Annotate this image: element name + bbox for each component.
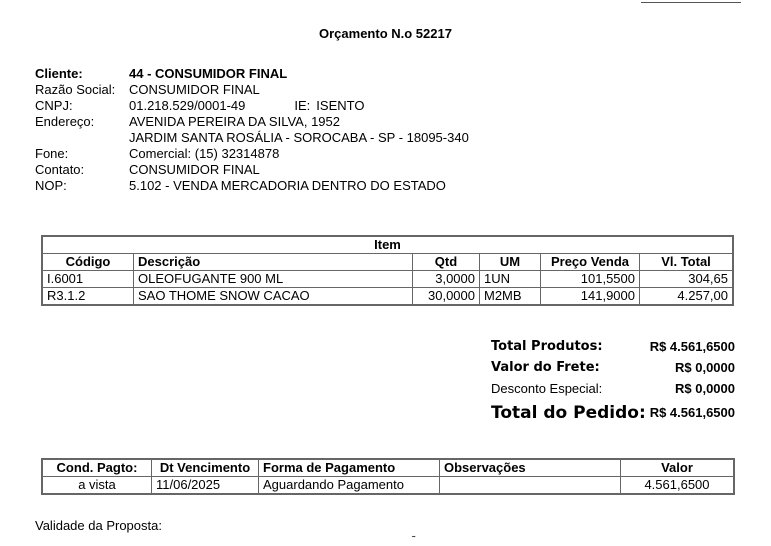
desconto-row <box>491 378 735 399</box>
cell-cond-pagto: a vista <box>42 477 152 495</box>
col-um: UM <box>480 254 541 271</box>
contato-value: CONSUMIDOR FINAL <box>129 162 260 177</box>
nop-value: 5.102 - VENDA MERCADORIA DENTRO DO ESTADO <box>129 178 446 193</box>
cell-codigo: I.6001 <box>42 271 134 288</box>
cell-vl-total: 304,65 <box>640 271 734 288</box>
cnpj-row <box>35 98 469 114</box>
razao-social-label: Razão Social: <box>35 82 116 97</box>
total-pedido-label: Total do Pedido: <box>491 403 646 423</box>
col-qtd: Qtd <box>413 254 480 271</box>
cell-valor: 4.561,6500 <box>621 477 735 495</box>
endereco-label: Endereço: <box>35 114 95 129</box>
col-vl-total: Vl. Total <box>640 254 734 271</box>
total-pedido-row <box>491 400 735 426</box>
cell-descricao: SAO THOME SNOW CACAO <box>134 288 413 306</box>
client-value: 44 - CONSUMIDOR FINAL <box>129 66 288 81</box>
col-preco-venda: Preço Venda <box>541 254 640 271</box>
items-caption: Item <box>42 236 733 254</box>
cell-codigo: R3.1.2 <box>42 288 134 306</box>
cell-forma-pagamento: Aguardando Pagamento <box>259 477 440 495</box>
desconto-label: Desconto Especial: <box>491 381 603 396</box>
cell-dt-vencimento: 11/06/2025 <box>152 477 259 495</box>
razao-social-value: CONSUMIDOR FINAL <box>129 82 260 97</box>
razao-social-row <box>35 82 469 98</box>
cell-preco-venda: 141,9000 <box>541 288 640 306</box>
frete-row <box>491 357 735 378</box>
contato-row <box>35 162 469 178</box>
validade-label: Validade da Proposta: <box>35 518 162 533</box>
table-row <box>42 288 733 306</box>
cell-observacoes <box>440 477 621 495</box>
fone-row <box>35 146 469 162</box>
client-row <box>35 66 469 82</box>
frete-label: Valor do Frete: <box>491 360 600 375</box>
ie-value: ISENTO <box>316 98 365 113</box>
col-codigo: Código <box>42 254 134 271</box>
endereco-label-2 <box>35 130 129 146</box>
total-pedido-value: R$ 4.561,6500 <box>649 405 735 420</box>
endereco-value-2: JARDIM SANTA ROSÁLIA - SOROCABA - SP - 18095-340 <box>129 130 469 145</box>
cell-preco-venda: 101,5500 <box>541 271 640 288</box>
ie-label: IE: <box>294 98 311 113</box>
cell-um: 1UN <box>480 271 541 288</box>
items-table <box>41 235 734 306</box>
items-caption-row <box>42 236 733 254</box>
col-observacoes: Observações <box>440 459 621 477</box>
endereco-row <box>35 114 469 130</box>
nop-label: NOP: <box>35 178 67 193</box>
col-valor: Valor <box>621 459 735 477</box>
cut-off-text: ˜ <box>412 535 416 546</box>
col-forma-pagamento: Forma de Pagamento <box>259 459 440 477</box>
col-dt-vencimento: Dt Vencimento <box>152 459 259 477</box>
frete-value: R$ 0,0000 <box>675 360 735 375</box>
col-cond-pagto: Cond. Pagto: <box>42 459 152 477</box>
table-row <box>42 271 733 288</box>
cell-vl-total: 4.257,00 <box>640 288 734 306</box>
total-produtos-row <box>491 336 735 357</box>
cell-qtd: 3,0000 <box>413 271 480 288</box>
top-right-link[interactable] <box>641 0 741 3</box>
total-produtos-value: R$ 4.561,6500 <box>649 339 735 354</box>
contato-label: Contato: <box>35 162 85 177</box>
client-label: Cliente: <box>35 66 83 81</box>
nop-row <box>35 178 469 194</box>
total-produtos-label: Total Produtos: <box>491 339 603 354</box>
payment-table <box>41 458 735 495</box>
fone-label: Fone: <box>35 146 69 161</box>
items-header-row <box>42 254 733 271</box>
payment-header-row <box>42 459 734 477</box>
page-title: Orçamento N.o 52217 <box>319 26 452 41</box>
fone-value: Comercial: (15) 32314878 <box>129 146 280 161</box>
totals-block <box>491 336 735 426</box>
desconto-value: R$ 0,0000 <box>675 381 735 396</box>
client-info <box>35 66 469 194</box>
table-row <box>42 477 734 495</box>
cnpj-label: CNPJ: <box>35 98 73 113</box>
cell-descricao: OLEOFUGANTE 900 ML <box>134 271 413 288</box>
cell-um: M2MB <box>480 288 541 306</box>
endereco-value: AVENIDA PEREIRA DA SILVA, 1952 <box>129 114 340 129</box>
cell-qtd: 30,0000 <box>413 288 480 306</box>
cnpj-value: 01.218.529/0001-49 <box>129 98 246 113</box>
col-descricao: Descrição <box>134 254 413 271</box>
endereco-row-2 <box>35 130 469 146</box>
